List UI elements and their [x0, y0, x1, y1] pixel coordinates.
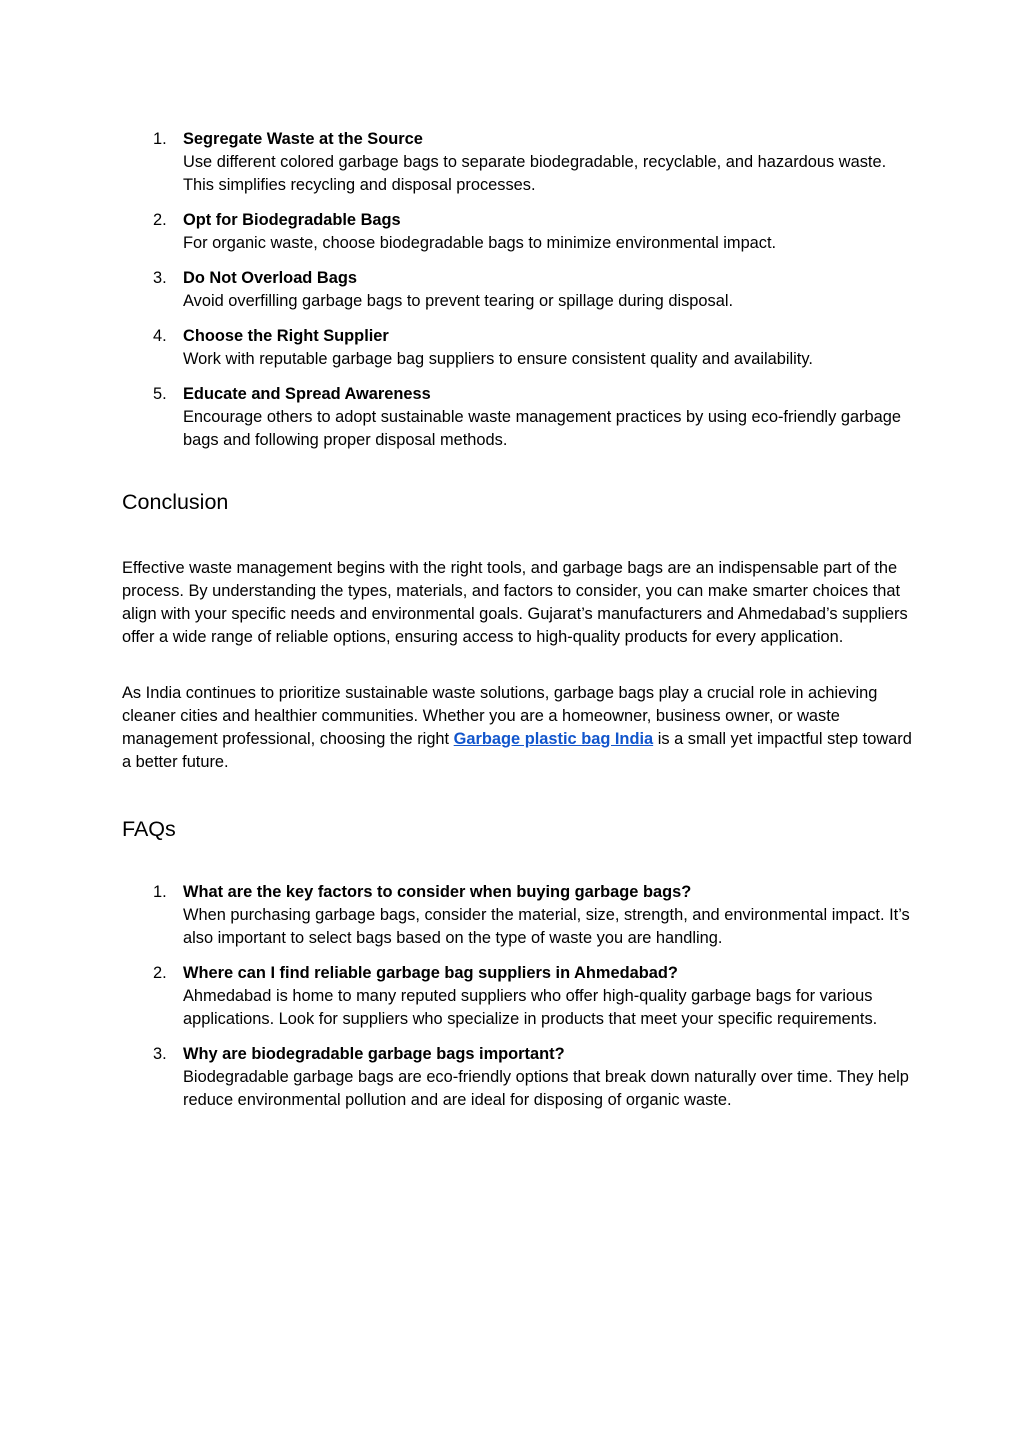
list-item-body: Avoid overfilling garbage bags to prevent tearing or spillage during disposal.: [183, 292, 734, 310]
list-item: [122, 128, 912, 197]
list-item-title: Educate and Spread Awareness: [183, 385, 431, 403]
document-content: [122, 128, 912, 1112]
list-item: [122, 325, 912, 371]
conclusion-heading: Conclusion: [122, 490, 229, 514]
faq-item: [122, 881, 912, 950]
faqs-heading: FAQs: [122, 817, 176, 841]
faq-item: [122, 962, 912, 1031]
faq-item: [122, 1043, 912, 1112]
list-item: [122, 383, 912, 452]
list-item-title: Segregate Waste at the Source: [183, 130, 423, 148]
faq-answer: Biodegradable garbage bags are eco-friendly options that break down naturally over time. They help reduce environmental pollution and are ideal for disposing of organic waste.: [183, 1068, 909, 1109]
faq-answer: Ahmedabad is home to many reputed suppliers who offer high-quality garbage bags for various applications. Look for suppliers who specialize in products that meet your specific requirements.: [183, 987, 878, 1028]
conclusion-paragraph: [122, 682, 912, 774]
tips-list: [122, 128, 912, 452]
list-number: 1.: [153, 883, 167, 901]
list-number: 2.: [153, 211, 167, 229]
garbage-plastic-bag-india-link[interactable]: Garbage plastic bag India: [453, 730, 654, 748]
faq-question: What are the key factors to consider when buying garbage bags?: [183, 883, 692, 901]
paragraph-text: is a small yet impactful step toward a better future.: [122, 730, 912, 771]
list-item-title: Choose the Right Supplier: [183, 327, 389, 345]
list-item-title: Opt for Biodegradable Bags: [183, 211, 401, 229]
list-number: 4.: [153, 327, 167, 345]
faq-list: [122, 881, 912, 1112]
list-item-body: Use different colored garbage bags to separate biodegradable, recyclable, and hazardous waste. This simplifies recycling and disposal processes.: [183, 153, 887, 194]
faq-question: Why are biodegradable garbage bags important?: [183, 1045, 565, 1063]
faq-answer: When purchasing garbage bags, consider the material, size, strength, and environmental impact. It’s also important to select bags based on the type of waste you are handling.: [183, 906, 910, 947]
faq-question: Where can I find reliable garbage bag suppliers in Ahmedabad?: [183, 964, 678, 982]
list-number: 3.: [153, 1045, 167, 1063]
paragraph-text: As India continues to prioritize sustainable waste solutions, garbage bags play a crucial role in achieving cleaner cities and healthier communities. Whether you are a homeowner, business owner, or waste management professional, choosing the right: [122, 684, 878, 748]
list-item-body: Encourage others to adopt sustainable waste management practices by using eco-friendly garbage bags and following proper disposal methods.: [183, 408, 901, 449]
list-item-body: Work with reputable garbage bag suppliers to ensure consistent quality and availability.: [183, 350, 813, 368]
list-item: [122, 267, 912, 313]
conclusion-paragraph: Effective waste management begins with the right tools, and garbage bags are an indispensable part of the process. By understanding the types, materials, and factors to consider, you can make smarter choices that align with your specific needs and environmental goals. Gujarat’s manufacturers and Ahmedabad’s suppliers offer a wide range of reliable options, ensuring access to high-quality products for every application.: [122, 559, 908, 646]
list-item: [122, 209, 912, 255]
list-number: 3.: [153, 269, 167, 287]
list-number: 2.: [153, 964, 167, 982]
list-number: 1.: [153, 130, 167, 148]
list-number: 5.: [153, 385, 167, 403]
list-item-body: For organic waste, choose biodegradable bags to minimize environmental impact.: [183, 234, 777, 252]
list-item-title: Do Not Overload Bags: [183, 269, 357, 287]
